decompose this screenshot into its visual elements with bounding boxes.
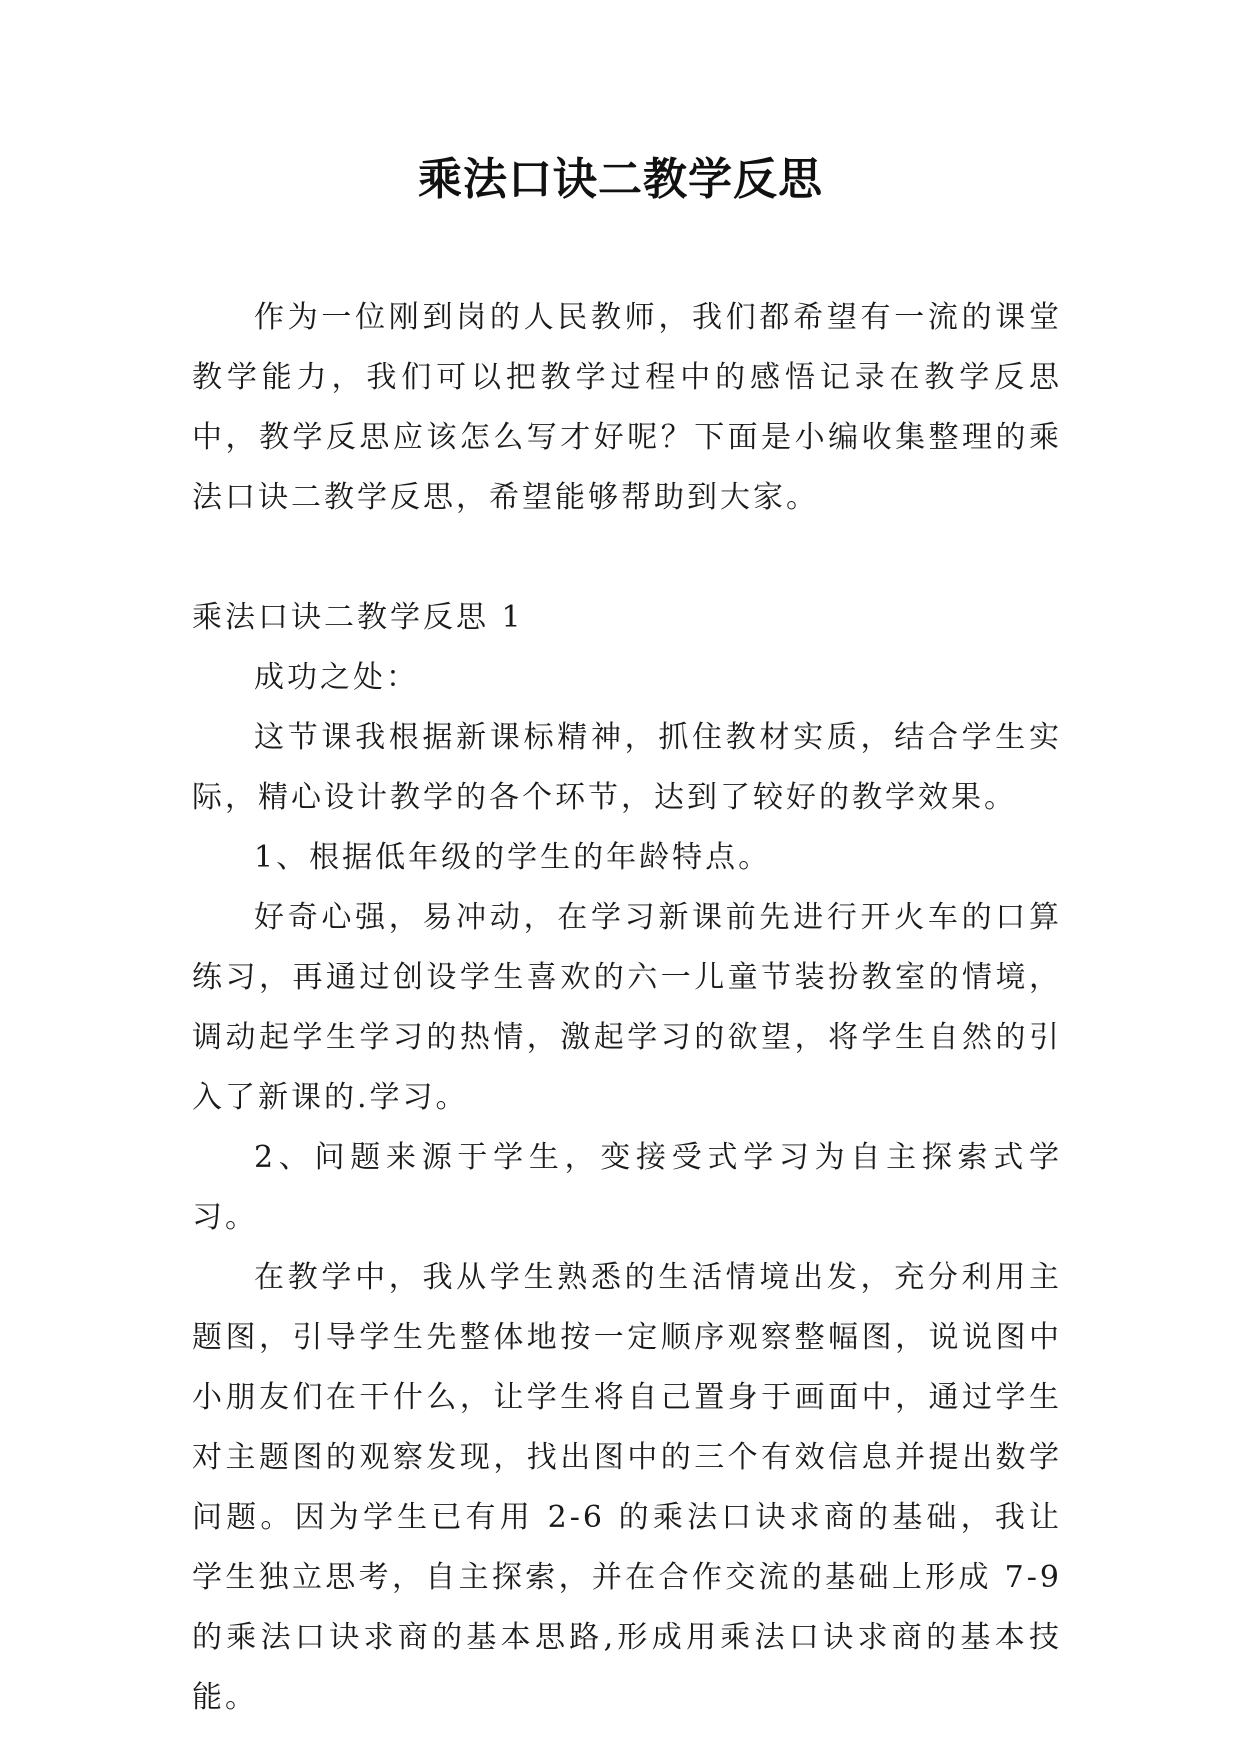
paragraph-point-1-detail: 好奇心强，易冲动，在学习新课前先进行开火车的口算练习，再通过创设学生喜欢的六一儿童节装扮教室的情境，调动起学生学习的热情，激起学习的欲望，将学生自然的引入了新课的.学习。	[192, 900, 1062, 1115]
paragraph-summary: 这节课我根据新课标精神，抓住教材实质，结合学生实际，精心设计教学的各个环节，达到了较好的教学效果。	[192, 720, 1062, 815]
document-body	[192, 288, 1062, 1728]
paragraph-point-2: 2、问题来源于学生，变接受式学习为自主探索式学习。	[192, 1140, 1062, 1235]
intro-paragraph: 作为一位刚到岗的人民教师，我们都希望有一流的课堂教学能力，我们可以把教学过程中的感悟记录在教学反思中，教学反思应该怎么写才好呢？下面是小编收集整理的乘法口诀二教学反思，希望能够帮助到大家。	[192, 300, 1062, 515]
section-heading: 乘法口诀二教学反思 1	[192, 600, 524, 635]
paragraph-point-1: 1、根据低年级的学生的年龄特点。	[254, 840, 772, 875]
section-spacer	[192, 528, 1062, 588]
document-title: 乘法口诀二教学反思	[418, 154, 823, 205]
paragraph-point-2-detail: 在教学中，我从学生熟悉的生活情境出发，充分利用主题图，引导学生先整体地按一定顺序观察整幅图，说说图中小朋友们在干什么，让学生将自己置身于画面中，通过学生对主题图的观察发现，找出图中的三个有效信息并提出数学问题。因为学生已有用 2-6 的乘法口诀求商的基础，我让学生独立思考，自主探索，并在合作交流的基础上形成 7-9 的乘法口诀求商的基本思路,形成用乘法口诀求商的基本技能。	[192, 1260, 1062, 1715]
paragraph-success-label: 成功之处：	[254, 660, 419, 695]
